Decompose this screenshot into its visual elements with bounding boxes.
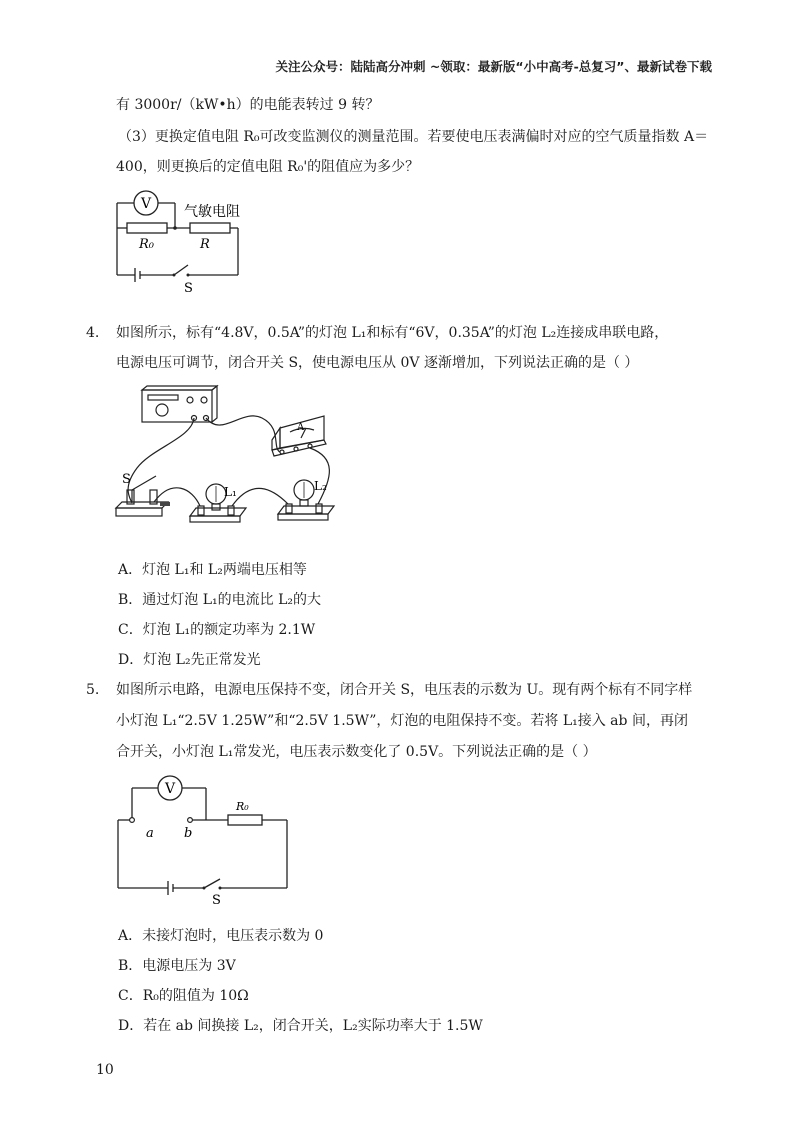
q4-text-line-1: 如图所示，标有“4.8V，0.5A”的灯泡 L₁和标有“6V，0.35A”的灯泡 L₂连接成串联电路， [116, 325, 669, 341]
q5-r0-label: R₀ [236, 800, 249, 813]
q3-switch-label: S [184, 281, 193, 296]
q4-option-d: D．灯泡 L₂先正常发光 [118, 652, 261, 668]
q5-text-line-2: 小灯泡 L₁“2.5V 1.25W”和“2.5V 1.5W”，灯泡的电阻保持不变。若将 L₁接入 ab 间，再闭 [116, 713, 688, 729]
q5-voltmeter-label: V [164, 781, 176, 797]
q5-number: 5. [86, 682, 100, 698]
q4-number: 4. [86, 325, 100, 341]
q5-b-label: b [184, 826, 193, 841]
q4-switch-label: S [122, 472, 131, 487]
q3-text-line-2: （3）更换定值电阻 R₀可改变监测仪的测量范围。若要使电压表满偏时对应的空气质量指数 A＝ [118, 129, 709, 145]
q3-r-label: R [200, 237, 210, 252]
q4-ammeter-label: A [297, 422, 305, 433]
q4-option-c: C．灯泡 L₁的额定功率为 2.1W [118, 622, 316, 638]
q4-text-line-2: 电源电压可调节，闭合开关 S，使电源电压从 0V 逐渐增加，下列说法正确的是（ ） [116, 355, 639, 371]
q5-circuit-diagram [112, 770, 297, 908]
q4-option-b: B．通过灯泡 L₁的电流比 L₂的大 [118, 592, 322, 608]
q5-option-a: A．未接灯泡时，电压表示数为 0 [118, 928, 324, 944]
q4-lamp1-label: L₁ [224, 485, 237, 499]
page-header-banner: 关注公众号：陆陆高分冲刺 ~领取：最新版“小中高考-总复习”、最新试卷下载 [275, 59, 712, 74]
q4-circuit-photo [112, 378, 352, 528]
q5-text-line-1: 如图所示电路，电源电压保持不变，闭合开关 S，电压表的示数为 U。现有两个标有不同字样 [116, 682, 693, 698]
q5-option-c: C．R₀的阻值为 10Ω [118, 988, 249, 1004]
q5-option-b: B．电源电压为 3V [118, 958, 236, 974]
q3-text-line-1: 有 3000r/（kW•h）的电能表转过 9 转？ [116, 97, 380, 113]
q3-circuit-diagram [112, 188, 252, 296]
q5-switch-label: S [212, 893, 221, 908]
q3-r0-label: R₀ [139, 237, 154, 252]
q3-voltmeter-label: V [140, 196, 152, 212]
q5-a-label: a [146, 826, 154, 841]
q5-option-d: D．若在 ab 间换接 L₂，闭合开关，L₂实际功率大于 1.5W [118, 1018, 483, 1034]
q3-text-line-3: 400，则更换后的定值电阻 R₀'的阻值应为多少？ [116, 159, 420, 175]
q3-sensor-label: 气敏电阻 [184, 204, 240, 220]
page-number: 10 [96, 1062, 114, 1078]
q4-lamp2-label: L₂ [314, 479, 327, 493]
q5-text-line-3: 合开关，小灯泡 L₁常发光，电压表示数变化了 0.5V。下列说法正确的是（ ） [116, 744, 597, 760]
q4-option-a: A．灯泡 L₁和 L₂两端电压相等 [118, 562, 307, 578]
